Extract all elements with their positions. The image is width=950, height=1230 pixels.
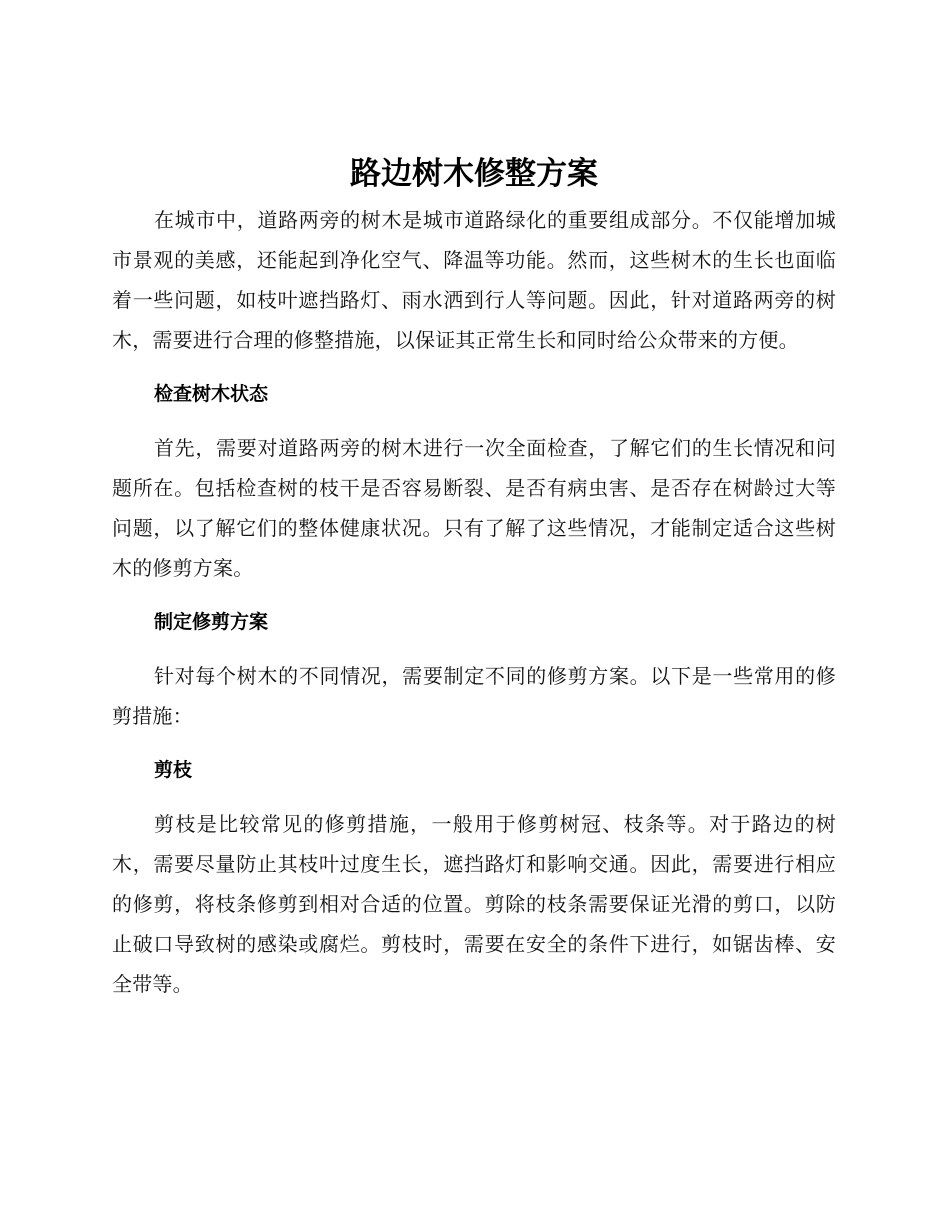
section-heading-inspect: 检查树木状态: [154, 383, 269, 405]
section-paragraph-inspect: 首先，需要对道路两旁的树木进行一次全面检查，了解它们的生长情况和问题所在。包括检查树的枝干是否容易断裂、是否有病虫害、是否存在树龄过大等问题，以了解它们的整体健康状况。只有了解了这些情况，才能制定适合这些树木的修剪方案。: [112, 436, 836, 580]
section-paragraph-plan: 针对每个树木的不同情况，需要制定不同的修剪方案。以下是一些常用的修剪措施：: [112, 664, 836, 728]
document-content: [112, 148, 836, 1004]
document-title: 路边树木修整方案: [350, 156, 598, 192]
section-paragraph-pruning: 剪枝是比较常见的修剪措施，一般用于修剪树冠、枝条等。对于路边的树木，需要尽量防止其枝叶过度生长，遮挡路灯和影响交通。因此，需要进行相应的修剪，将枝条修剪到相对合适的位置。剪除的枝条需要保证光滑的剪口，以防止破口导致树的感染或腐烂。剪枝时，需要在安全的条件下进行，如锯齿棒、安全带等。: [112, 812, 836, 996]
intro-paragraph: 在城市中，道路两旁的树木是城市道路绿化的重要组成部分。不仅能增加城市景观的美感，还能起到净化空气、降温等功能。然而，这些树木的生长也面临着一些问题，如枝叶遮挡路灯、雨水洒到行人等问题。因此，针对道路两旁的树木，需要进行合理的修整措施，以保证其正常生长和同时给公众带来的方便。: [112, 208, 836, 352]
section-heading-pruning: 剪枝: [154, 759, 193, 781]
section-heading-plan: 制定修剪方案: [154, 611, 269, 633]
